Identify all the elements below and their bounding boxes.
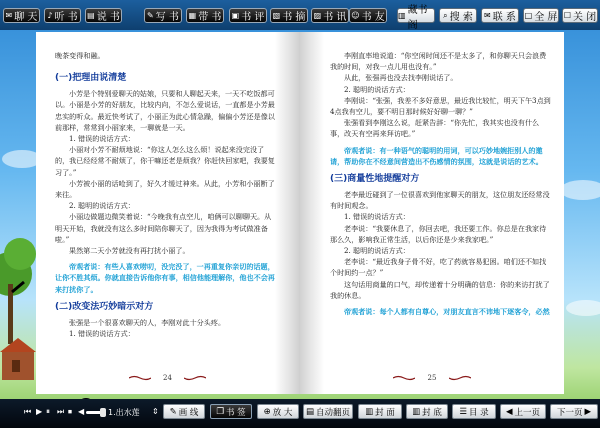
right-page-text — [330, 50, 552, 317]
excerpt-button[interactable]: ▧ 书 摘 — [270, 8, 308, 23]
news-button[interactable]: ▨ 书 讯 — [311, 8, 349, 23]
pause-button[interactable]: ⏸ — [46, 407, 50, 416]
fullscreen-button[interactable]: □ 全 屏 — [523, 8, 559, 23]
body-paragraph: 2. 聪明的说话方式： — [344, 84, 410, 94]
commentary-paragraph: 帝观者说：有一种语气的聪明的用词，可以巧妙地婉拒别人的邀请，帮助你在不经意间营造出不伤感情的氛围，这就是说话的艺术。 — [330, 145, 543, 166]
section-heading: (二)改变法巧妙暗示对方 — [55, 301, 154, 312]
mail-icon: ✉ — [484, 11, 491, 20]
body-paragraph: 小芳是个特别爱聊天的姑娘，只要和人聊起天来，一天不吃饭都可以。小丽是小芳的好朋友，比较内向，不怎么爱说话，一直都是小芳最忠实的听众。最近快考试了，小丽正为此心情急躁，偏偏小芳还是像以前那样，常常到小丽家来，一聊就是一天。 — [55, 89, 275, 132]
left-page-footer — [36, 374, 299, 382]
volume-icon: ◀ — [78, 407, 85, 416]
body-paragraph: 1. 错误的说话方式： — [69, 134, 135, 144]
shelf-icon: ▥ — [398, 11, 406, 20]
body-paragraph: 1. 错误的说话方式： — [344, 212, 410, 222]
zoom-icon: ⊕ — [263, 406, 271, 417]
next-page-button[interactable]: 下一页 ▶ — [550, 404, 598, 419]
body-paragraph: 小芳被小丽的话呛到了，好久才缓过神来。从此，小芳和小丽断了来往。 — [55, 178, 275, 200]
rewind-button[interactable]: ⏮ — [24, 407, 32, 416]
page-gutter — [300, 32, 324, 394]
body-paragraph: 老李说：“最近我身子骨不好，吃了药就容易犯困。咱们还不如找个时间约一点？” — [330, 257, 547, 278]
left-page[interactable] — [36, 32, 300, 394]
autoflip-icon: ▤ — [305, 406, 314, 417]
news-icon: ▨ — [313, 11, 322, 20]
bottom-toolbar — [0, 399, 600, 428]
bookmark-icon: ❐ — [216, 406, 224, 417]
scroll-icon: ✎ — [169, 406, 177, 417]
search-button[interactable]: ⌕ 搜 索 — [439, 8, 477, 23]
pencil-icon: ✎ — [147, 11, 154, 20]
house-icon — [0, 336, 36, 380]
chat-icon: ✉ — [5, 11, 13, 20]
body-paragraph: 2. 聪明的说话方式： — [344, 246, 410, 256]
body-paragraph: 果然第二天小芳就没有再打扰小丽了。 — [69, 246, 190, 256]
right-page[interactable] — [300, 32, 564, 394]
section-heading: (三)商量性地提醒对方 — [330, 174, 420, 185]
body-paragraph: 晚茶变得和融。 — [55, 51, 105, 60]
speed-stepper-icon[interactable]: ⇕ — [152, 407, 159, 416]
friend-icon: ☺ — [351, 11, 360, 20]
left-page-text — [55, 50, 277, 339]
excerpt-icon: ▧ — [272, 11, 281, 20]
ornament-icon — [393, 375, 415, 381]
spacer — [55, 61, 277, 66]
draw-line-button[interactable]: ✎ 画 线 — [163, 404, 205, 419]
close-icon: ☐ — [563, 11, 571, 20]
body-paragraph: 张强是一个很喜欢聊天的人，李刚对此十分头疼。 — [69, 317, 226, 327]
section-heading: (一)把理由说清楚 — [55, 73, 127, 84]
page-number: 24 — [163, 374, 172, 382]
speed-select[interactable]: 1.出水莲 — [108, 408, 140, 417]
lyric-icon: ▦ — [188, 11, 197, 20]
prev-icon: ◀ — [505, 406, 513, 417]
page-gutter — [275, 32, 299, 394]
top-toolbar — [0, 0, 600, 30]
cloud — [560, 180, 600, 200]
next-icon: ▶ — [584, 406, 592, 417]
auto-flip-button[interactable]: ▤ 自动翻页 — [303, 404, 353, 419]
listen-button[interactable]: ♪ 听 书 — [44, 8, 81, 23]
body-paragraph: 李刚说：“张强，我差不多好意思，最近我比较忙，明天下午3点到4点我有空儿，要不明日那时候好好聊一聊？” — [330, 95, 551, 117]
commentary-paragraph: 帝观者说：有些人喜欢唠叨，没完没了，一再重复你亲切的话题，让你不胜其烦。你就直接告诉他你有事，相信他能理解你，他也不会再来打扰你了。 — [55, 262, 275, 294]
body-paragraph: 小丽边做题边微笑着说：“今晚我有点空儿，咱俩可以聊聊天。从明天开始，我就没有这么多时间陪你聊天了，因为我得为考试做准备啦。” — [55, 212, 272, 244]
body-paragraph: 老李最近碰到了一位很喜欢到他家聊天的朋友，这位朋友还经常没有时间观念。 — [330, 190, 550, 211]
search-icon: ⌕ — [443, 10, 448, 20]
back-cover-button[interactable]: ▥ 封 底 — [406, 404, 448, 419]
back-cover-icon: ▥ — [412, 406, 421, 417]
bookmark-button[interactable]: ❐ 书 签 — [210, 404, 252, 419]
next-track-button[interactable]: ⏭ — [57, 407, 65, 416]
stop-button[interactable]: ⏹ — [68, 407, 72, 416]
body-paragraph: 张强看到李刚这么说，赶紧告辞：“你先忙，我其实也没有什么事，改天有空再来拜访吧。” — [330, 118, 540, 139]
commentary-paragraph: 帝观者说：每个人都有自尊心，对朋友直言不讳地下逐客令，必然 — [344, 307, 550, 317]
body-paragraph: 从此，张强再也没去找李刚说话了。 — [344, 73, 458, 83]
bookshelf-button[interactable]: ▥ 藏书阁 — [397, 8, 435, 23]
toc-button[interactable]: ☰ 目 录 — [452, 404, 496, 419]
right-page-footer — [300, 374, 564, 382]
speaker-icon: ♪ — [47, 11, 53, 20]
ornament-icon — [129, 375, 151, 381]
tree-icon — [0, 214, 36, 414]
write-book-button[interactable]: ✎ 写 书 — [144, 8, 182, 23]
cloud — [566, 300, 600, 316]
fullscreen-icon: □ — [524, 11, 533, 20]
contact-button[interactable]: ✉ 联 系 — [481, 8, 519, 23]
body-paragraph: 这句话用商量的口气，却传递着十分明确的信息：你的来访打扰了我的休息。 — [330, 279, 550, 300]
volume-slider[interactable] — [86, 411, 104, 414]
friend-button[interactable]: ☺ 书 友 — [349, 8, 387, 23]
close-button[interactable]: ☐ 关 闭 — [562, 8, 598, 23]
cover-icon: ▥ — [365, 406, 374, 417]
zoom-button[interactable]: ⊕ 放 大 — [257, 404, 299, 419]
book-icon: ▤ — [87, 11, 95, 20]
ornament-icon — [449, 375, 471, 381]
cover-button[interactable]: ▥ 封 面 — [358, 404, 402, 419]
body-paragraph: 2. 聪明的说话方式： — [69, 201, 135, 211]
review-button[interactable]: ▣ 书 评 — [229, 8, 267, 23]
toc-icon: ☰ — [459, 406, 467, 417]
book-spread — [36, 32, 564, 394]
comment-icon: ▣ — [231, 11, 240, 20]
page-number: 25 — [427, 374, 437, 382]
tell-book-button[interactable]: ▤ 说 书 — [85, 8, 122, 23]
prev-page-button[interactable]: ◀ 上一页 — [500, 404, 546, 419]
body-paragraph: 李刚直率地说道：“你空闲时间还不是太多了，和你聊天只会浪费我的时间，对我一点儿用也没有。” — [330, 51, 547, 72]
chat-button[interactable]: ✉ 聊 天 — [3, 8, 40, 23]
ornament-icon — [184, 375, 206, 381]
play-button[interactable]: ▶ — [36, 407, 43, 416]
body-paragraph: 小丽对小芳不耐烦地说：“你这人怎么这么烦！说起来没完没了的，我已经经常不耐烦了，你干嘛还老是烦我？你赶快回家吧，我要复习了。” — [55, 145, 275, 177]
body-paragraph: 老李说：“我要休息了，你回去吧，我还要工作。你总是在我家待那么久，影响我正常生活，以后你还是少来我家吧。” — [330, 223, 547, 244]
carry-book-button[interactable]: ▦ 带 书 — [186, 8, 224, 23]
body-paragraph: 1. 错误的说话方式： — [69, 329, 135, 339]
